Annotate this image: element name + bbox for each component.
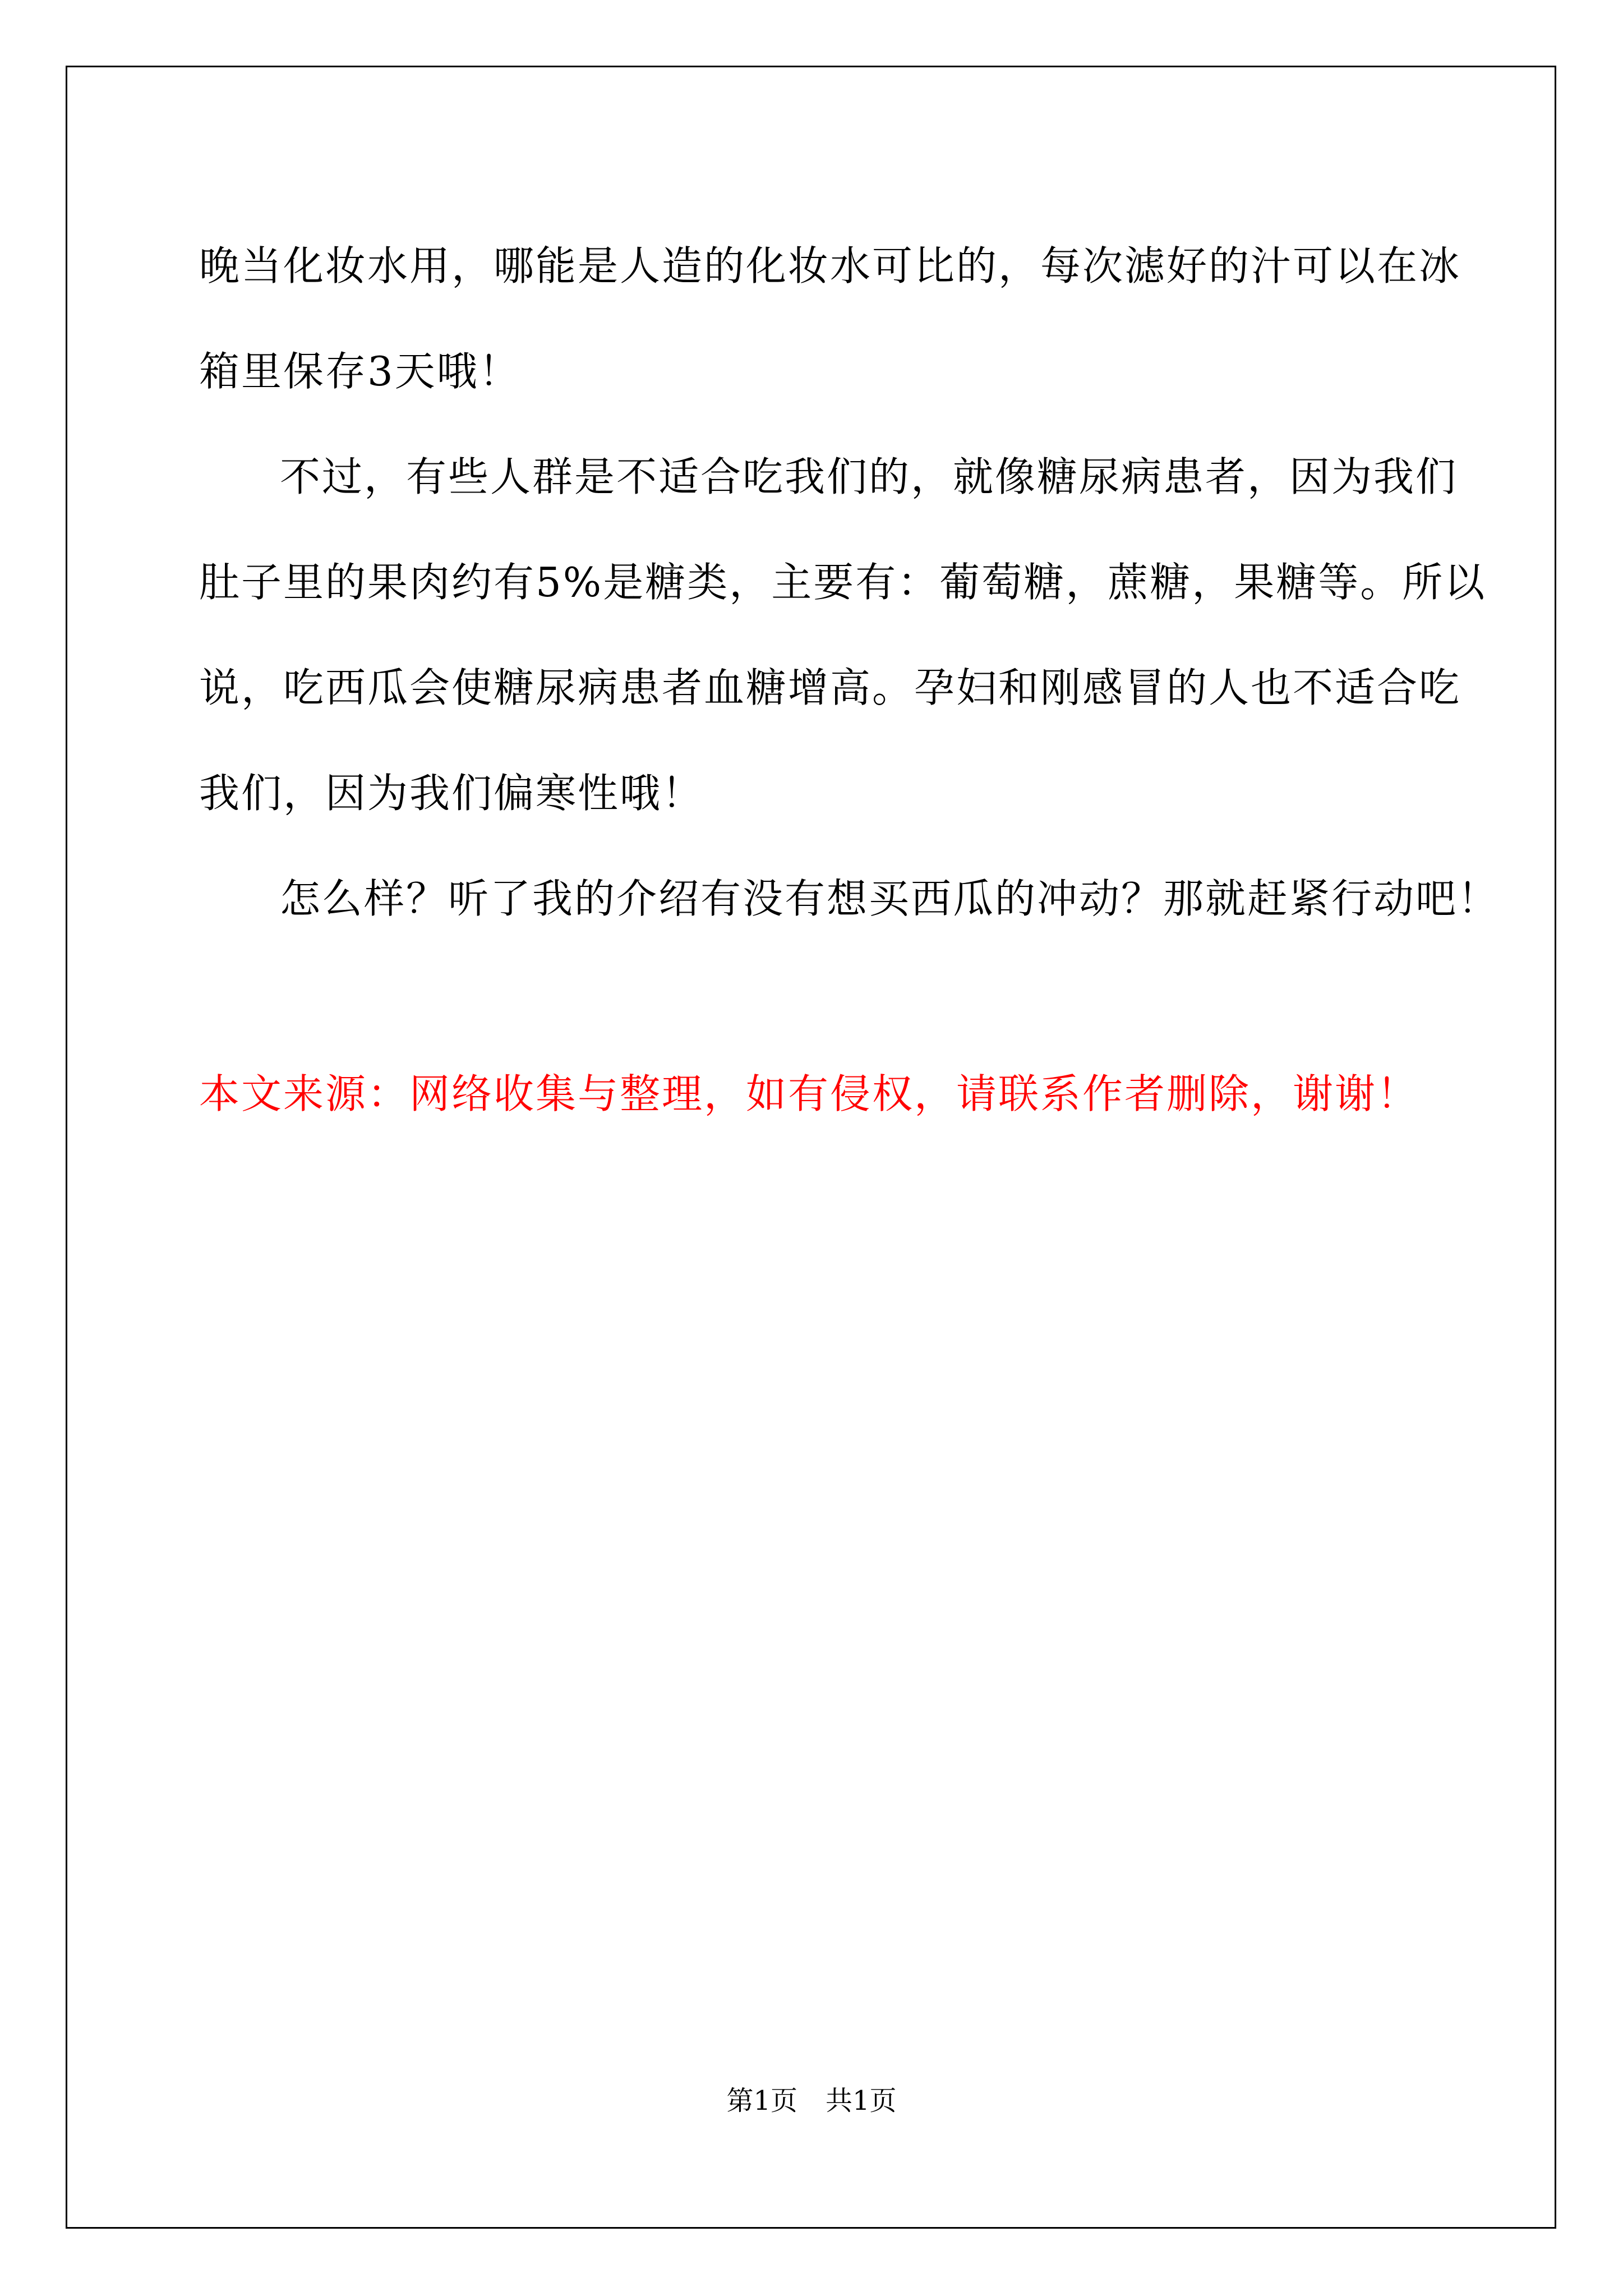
page-footer <box>0 2084 1623 2118</box>
body-line-6: 我们，因为我们偏寒性哦！ <box>199 770 704 817</box>
body-line-3: 不过，有些人群是不适合吃我们的，就像糖尿病患者，因为我们 <box>280 453 1458 500</box>
body-line-1: 晚当化妆水用，哪能是人造的化妆水可比的，每次滤好的汁可以在冰 <box>199 242 1461 289</box>
page-number-total: 共1页 <box>826 2085 897 2116</box>
page-number-current: 第1页 <box>726 2085 797 2116</box>
body-line-5: 说，吃西瓜会使糖尿病患者血糖增高。孕妇和刚感冒的人也不适合吃 <box>199 664 1461 711</box>
body-line-2: 箱里保存3天哦！ <box>199 348 521 395</box>
body-line-7: 怎么样？听了我的介绍有没有想买西瓜的冲动？那就赶紧行动吧！ <box>280 875 1500 922</box>
source-note: 本文来源：网络收集与整理，如有侵权，请联系作者删除，谢谢！ <box>199 1070 1419 1117</box>
document-body <box>199 213 1500 951</box>
body-line-4: 肚子里的果肉约有5%是糖类，主要有：葡萄糖，蔗糖，果糖等。所以 <box>199 559 1487 606</box>
